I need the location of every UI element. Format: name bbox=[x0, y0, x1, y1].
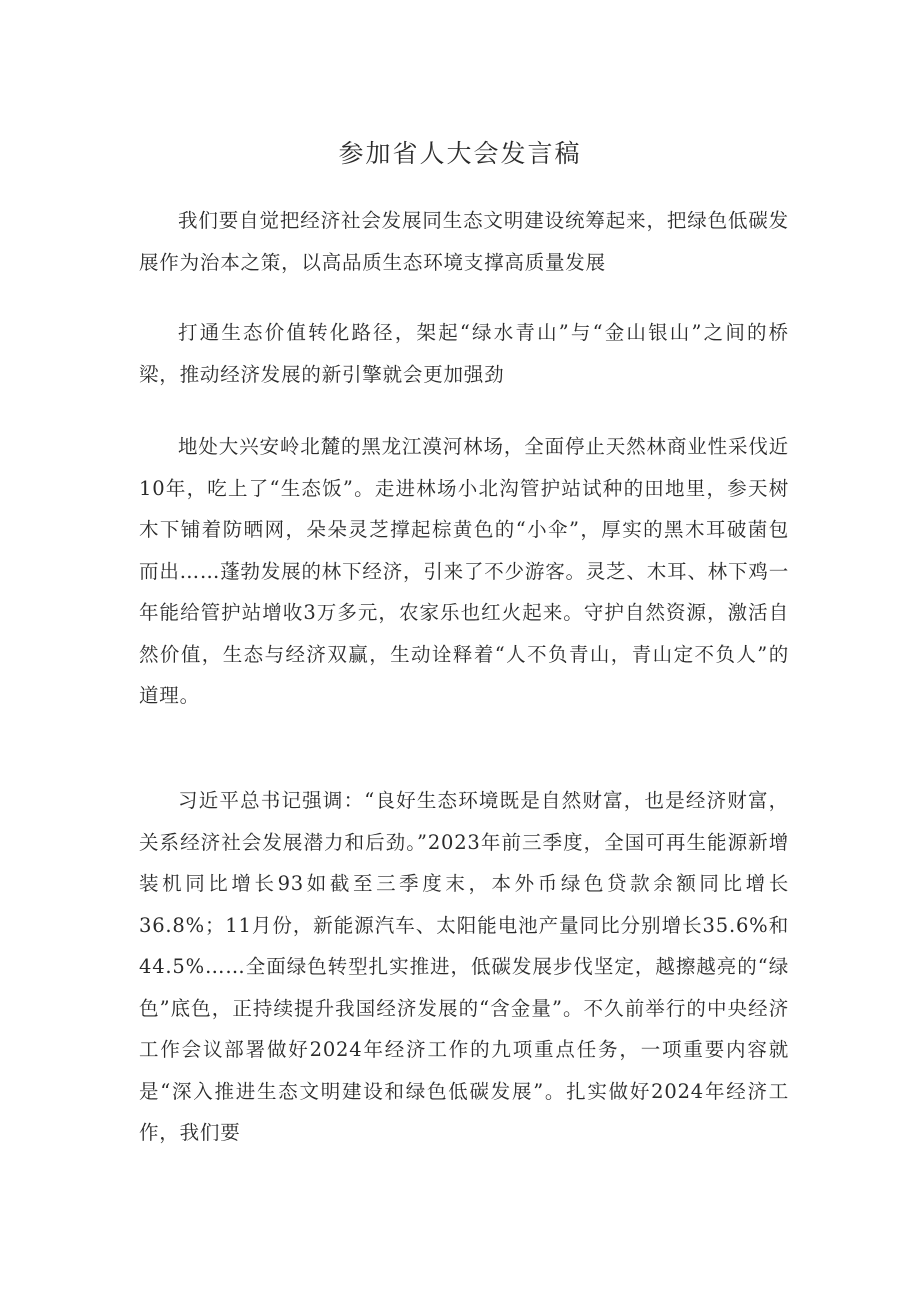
paragraph-1: 我们要自觉把经济社会发展同生态文明建设统筹起来，把绿色低碳发展作为治本之策，以高品质生态环境支撑高质量发展 bbox=[139, 209, 789, 274]
document-title: 参加省人大会发言稿 bbox=[338, 139, 582, 168]
paragraph-2: 打通生态价值转化路径，架起“绿水青山”与“金山银山”之间的桥梁，推动经济发展的新引擎就会更加强劲 bbox=[139, 321, 789, 386]
paragraph-3: 地处大兴安岭北麓的黑龙江漠河林场，全面停止天然林商业性采伐近10年，吃上了“生态饭”。走进林场小北沟管护站试种的田地里，参天树木下铺着防晒网，朵朵灵芝撑起棕黄色的“小伞”，厚实的黑木耳破菌包而出……蓬勃发展的林下经济，引来了不少游客。灵芝、木耳、林下鸡一年能给管护站增收3万多元，农家乐也红火起来。守护自然资源，激活自然价值，生态与经济双赢，生动诠释着“人不负青山，青山定不负人”的道理。 bbox=[139, 435, 789, 707]
paragraph-4: 习近平总书记强调：“良好生态环境既是自然财富，也是经济财富，关系经济社会发展潜力和后劲。”2023年前三季度，全国可再生能源新增装机同比增长93如截至三季度末，本外币绿色贷款余额同比增长36.8%；11月份，新能源汽车、太阳能电池产量同比分别增长35.6%和44.5%……全面绿色转型扎实推进，低碳发展步伐坚定，越擦越亮的“绿色”底色，正持续提升我国经济发展的“含金量”。不久前举行的中央经济工作会议部署做好2024年经济工作的九项重点任务，一项重要内容就是“深入推进生态文明建设和绿色低碳发展”。扎实做好2024年经济工作，我们要 bbox=[139, 789, 789, 1144]
